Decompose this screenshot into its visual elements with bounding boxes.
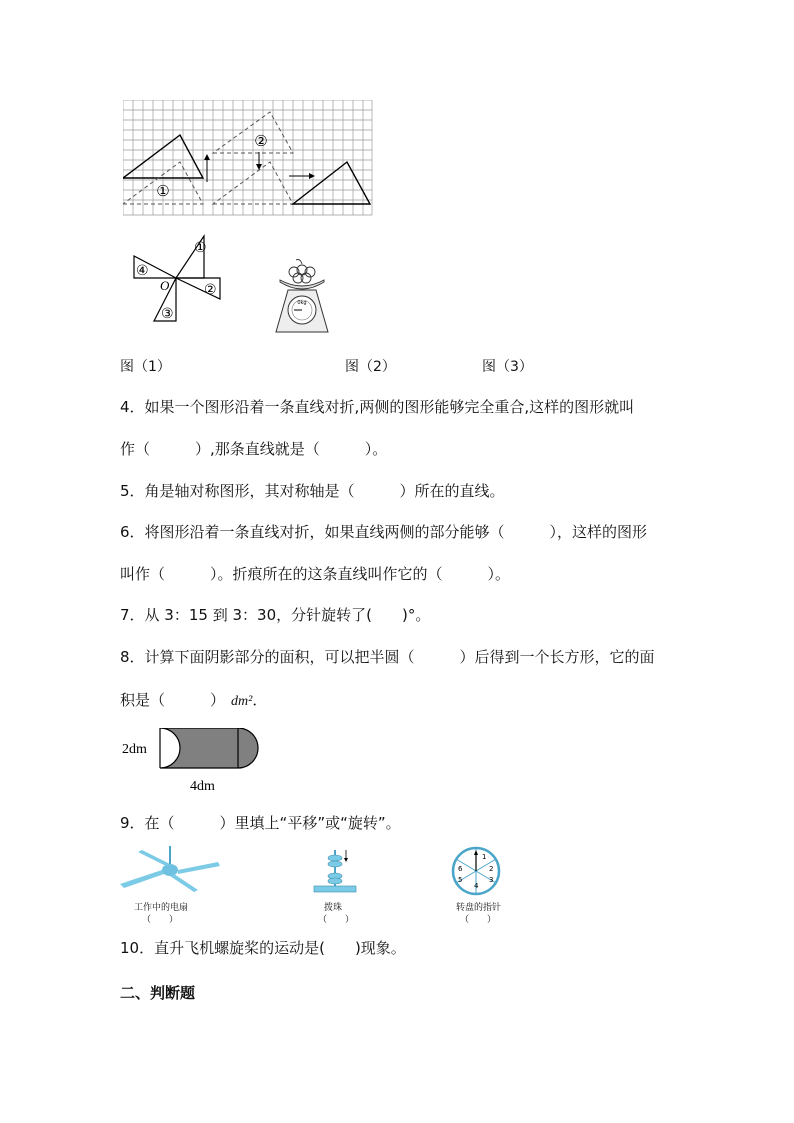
- dial-number-5: 5: [458, 876, 463, 884]
- spinner-blank: （ ）: [460, 915, 497, 925]
- question-6-line-2: 叫作（ ）。折痕所在的这条直线叫作它的（ ）。: [120, 565, 511, 583]
- abacus-caption: 拨珠: [324, 903, 343, 913]
- shaded-area-figure: [120, 728, 265, 798]
- pinwheel-label-2: ②: [204, 282, 217, 298]
- question-4-line-2: 作（ ）,那条直线就是（ ）。: [120, 440, 388, 458]
- fan-icon: [120, 846, 220, 892]
- question-7: 7．从 3：15 到 3：30，分针旋转了( )°。: [120, 606, 431, 624]
- width-label: 4dm: [190, 779, 215, 794]
- section-title: 二、判断题: [120, 984, 196, 1002]
- grid-translation-figure: [123, 100, 373, 216]
- question-8-line-2-end: ．: [252, 691, 268, 709]
- question-8-line-1: 8．计算下面阴影部分的面积，可以把半圆（ ）后得到一个长方形，它的面: [120, 648, 655, 666]
- dial-number-4: 4: [474, 882, 479, 890]
- ceiling-fan-figure: [118, 846, 223, 896]
- fan-caption: 工作中的电扇: [134, 903, 189, 913]
- grid-label-1: ①: [156, 182, 170, 200]
- scale-label: 0kg: [297, 300, 307, 306]
- question-6-line-1: 6．将图形沿着一条直线对折，如果直线两侧的部分能够（ ），这样的图形: [120, 523, 648, 541]
- question-8-line-2: [120, 690, 267, 712]
- area-unit: dm²: [231, 694, 253, 709]
- fan-blank: （ ）: [142, 915, 179, 925]
- dial-number-1: 1: [482, 853, 487, 861]
- scale-figure: [258, 250, 348, 340]
- grid-label-2: ②: [254, 132, 268, 150]
- question-9: 9．在（ ）里填上“平移”或“旋转”。: [120, 814, 401, 832]
- dial-number-3: 3: [489, 876, 494, 884]
- figure-caption-1: 图（1）: [120, 359, 171, 375]
- pinwheel-center-label: O: [160, 278, 170, 293]
- shaded-region: [160, 728, 258, 768]
- pinwheel-label-3: ③: [161, 306, 174, 322]
- abacus-bead-figure: [310, 846, 360, 896]
- up-arrow: [204, 154, 210, 182]
- spinner-figure: [446, 846, 506, 896]
- question-8-line-2-text: 积是（ ）: [120, 691, 226, 709]
- translated-triangle: [293, 162, 370, 204]
- down-arrow: [256, 152, 262, 170]
- pinwheel-figure: [118, 228, 238, 340]
- abacus-blank: （ ）: [318, 915, 355, 925]
- pinwheel-label-1: ①: [194, 240, 207, 256]
- figure-caption-3: 图（3）: [482, 359, 533, 375]
- question-10: 10．直升飞机螺旋桨的运动是( )现象。: [120, 939, 406, 957]
- height-label: 2dm: [122, 742, 147, 757]
- dial-number-6: 6: [458, 865, 463, 873]
- abacus-icon: [314, 850, 356, 892]
- question-4-line-1: 4．如果一个图形沿着一条直线对折,两侧的图形能够完全重合,这样的图形就叫: [120, 398, 635, 416]
- spinner-caption: 转盘的指针: [456, 903, 502, 913]
- grapes-icon: [289, 260, 315, 284]
- dial-number-2: 2: [489, 865, 494, 873]
- question-5: 5．角是轴对称图形，其对称轴是（ ）所在的直线。: [120, 482, 505, 500]
- figure-caption-2: 图（2）: [345, 359, 396, 375]
- pinwheel-label-4: ④: [136, 263, 149, 279]
